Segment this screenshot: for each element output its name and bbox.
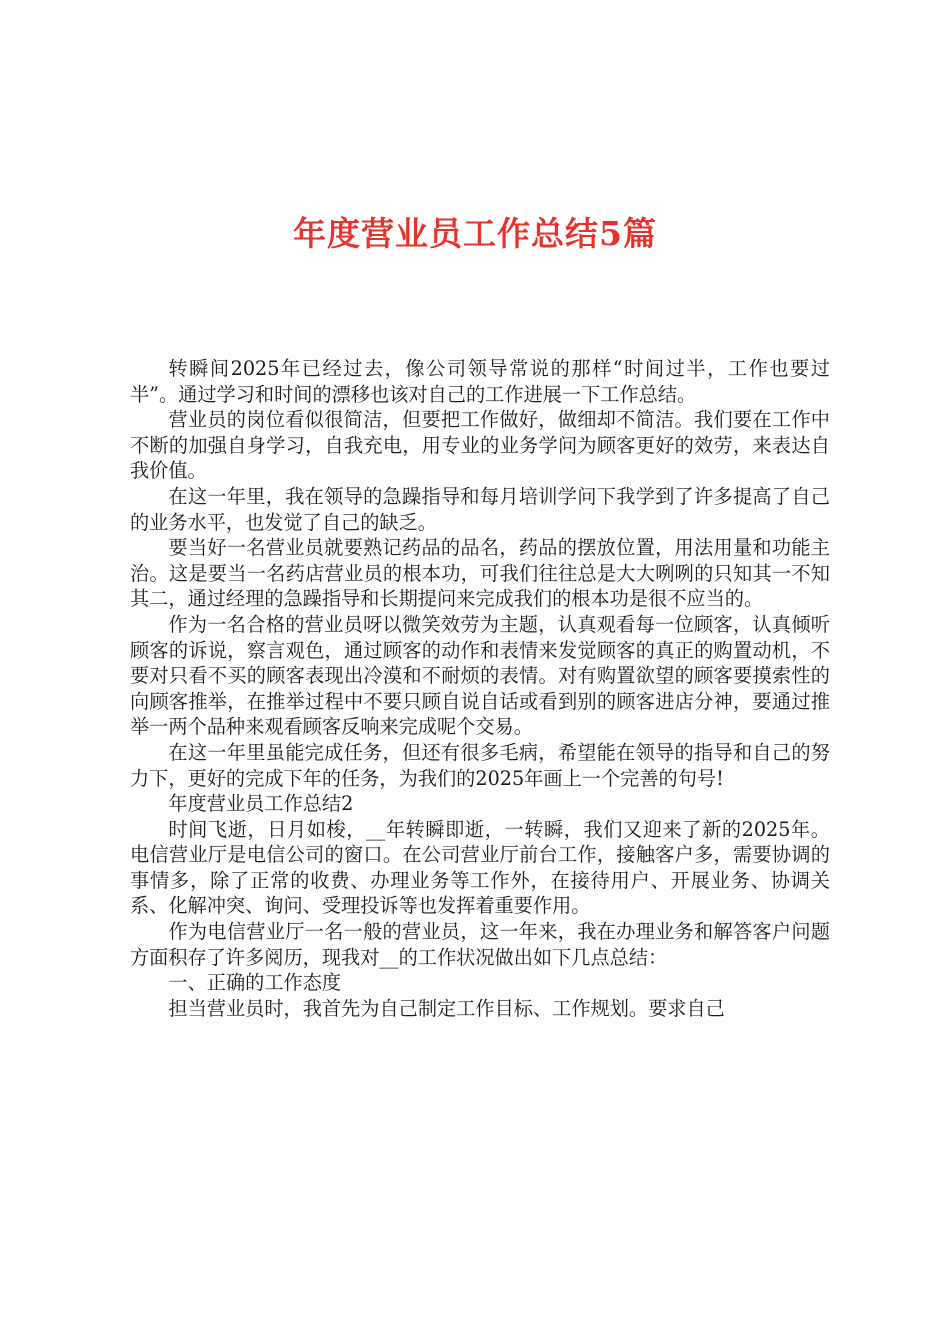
- paragraph: 在这一年里虽能完成任务，但还有很多毛病，希望能在领导的指导和自己的努力下，更好的完成下年的任务，为我们的2025年画上一个完善的句号!: [130, 740, 830, 790]
- paragraph: 作为一名合格的营业员呀以微笑效劳为主题，认真观看每一位顾客，认真倾听顾客的诉说，察言观色，通过顾客的动作和表情来发觉顾客的真正的购置动机，不要对只看不买的顾客表现出冷漠和不耐烦的表情。对有购置欲望的顾客要摸索性的向顾客推举，在推举过程中不要只顾自说自话或看到别的顾客进店分神，要通过推举一两个品种来观看顾客反响来完成呢个交易。: [130, 612, 830, 739]
- paragraph: 转瞬间2025年已经过去，像公司领导常说的那样“时间过半，工作也要过半”。通过学习和时间的漂移也该对自己的工作进展一下工作总结。: [130, 357, 830, 406]
- paragraph: 担当营业员时，我首先为自己制定工作目标、工作规划。要求自己: [168, 996, 725, 1020]
- document-body: [130, 356, 830, 1021]
- document-title: 年度营业员工作总结5篇: [293, 214, 657, 253]
- paragraph: 营业员的岗位看似很简洁，但要把工作做好，做细却不简洁。我们要在工作中不断的加强自身学习，自我充电，用专业的业务学问为顾客更好的效劳，来表达自我价值。: [130, 408, 830, 483]
- section-heading: 一、正确的工作态度: [168, 971, 342, 995]
- section-heading: 年度营业员工作总结2: [168, 792, 354, 816]
- paragraph: 在这一年里，我在领导的急躁指导和每月培训学问下我学到了许多提高了自己的业务水平，也发觉了自己的缺乏。: [130, 484, 830, 534]
- paragraph: 作为电信营业厅一名一般的营业员，这一年来，我在办理业务和解答客户问题方面积存了许多阅历，现我对__的工作状况做出如下几点总结：: [130, 920, 830, 969]
- paragraph: 时间飞逝，日月如梭，__年转瞬即逝，一转瞬，我们又迎来了新的2025年。电信营业厅是电信公司的窗口。在公司营业厅前台工作，接触客户多，需要协调的事情多，除了正常的收费、办理业务等工作外，在接待用户、开展业务、协调关系、化解冲突、询问、受理投诉等也发挥着重要作用。: [130, 817, 830, 918]
- paragraph: 要当好一名营业员就要熟记药品的品名，药品的摆放位置，用法用量和功能主治。这是要当一名药店营业员的根本功，可我们往往总是大大咧咧的只知其一不知其二，通过经理的急躁指导和长期提问来完成我们的根本功是很不应当的。: [130, 536, 830, 611]
